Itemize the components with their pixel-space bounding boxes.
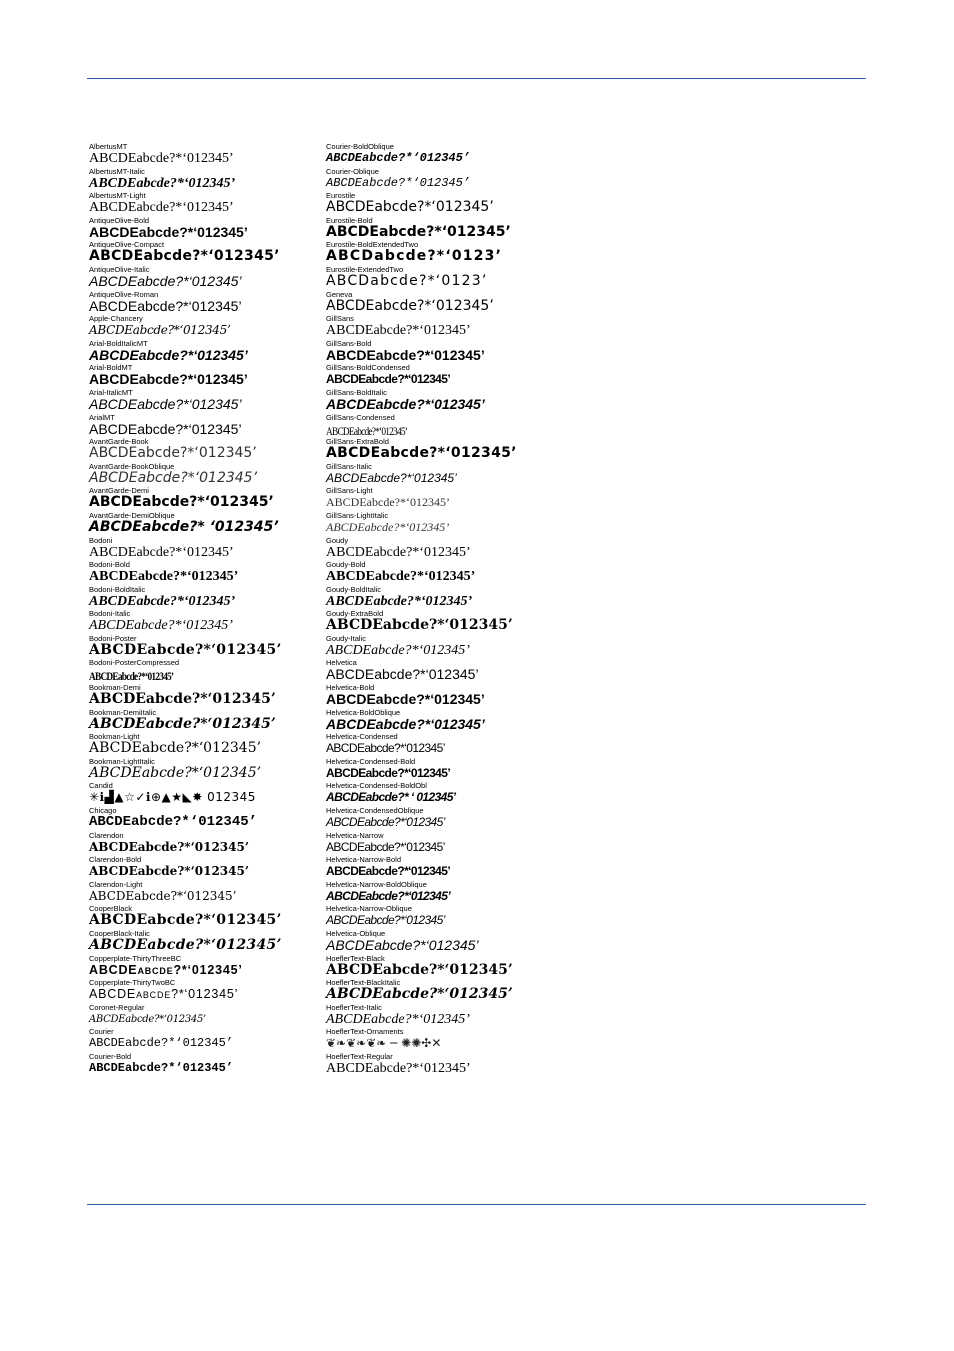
- font-entry: [326, 1003, 556, 1028]
- font-name: GillSans-Italic: [326, 461, 372, 471]
- font-name: Chicago: [89, 806, 117, 816]
- font-name: Arial-BoldItalicMT: [89, 338, 148, 348]
- font-name: Arial-ItalicMT: [89, 387, 133, 397]
- font-entry: [89, 388, 319, 413]
- font-entry: [326, 142, 556, 167]
- font-sample: ABCDEabcde?*‘012345’: [89, 814, 258, 831]
- font-sample: ABCDEabcde?*‘012345’: [89, 839, 250, 854]
- font-name: Goudy-Italic: [326, 633, 367, 643]
- font-sample: ABCDEabcde?*‘012345’: [89, 1036, 234, 1051]
- font-entry: [89, 486, 319, 511]
- font-sample: ABCDEabcde?*‘012345’: [89, 962, 243, 977]
- font-name: AlbertusMT-Italic: [89, 166, 145, 176]
- font-sample: ABCDEabcde?*‘012345’: [89, 888, 237, 903]
- font-entry: [89, 806, 319, 831]
- font-name: Helvetica-Narrow-BoldOblique: [326, 879, 427, 889]
- font-entry: [326, 413, 556, 438]
- font-name: Geneva: [326, 289, 353, 299]
- font-sample: ABCDEabcde?*‘012345’: [89, 987, 239, 1002]
- font-sample: ABCDEabcde?*‘012345’: [89, 175, 236, 191]
- font-entry: [326, 511, 556, 536]
- font-sample: ABCDEabcde?*‘012345’: [326, 470, 457, 485]
- font-entry: [89, 167, 319, 192]
- footer-rule: [87, 1204, 866, 1205]
- font-entry: [89, 216, 319, 241]
- font-sample: ABCDEabcde?*‘012345’: [326, 741, 445, 756]
- font-entry: [89, 142, 319, 167]
- font-name: AntiqueOlive-Bold: [89, 215, 150, 225]
- font-name: Helvetica-Narrow-Bold: [326, 855, 402, 865]
- font-entry: [326, 486, 556, 511]
- font-entry: [89, 757, 319, 782]
- font-entry: [326, 806, 556, 831]
- font-entry: [326, 904, 556, 929]
- font-sample: ABCDEabcde?*‘012345’: [89, 346, 248, 363]
- font-name: GillSans-Bold: [326, 338, 372, 348]
- font-entry: [89, 240, 319, 265]
- font-entry: [89, 290, 319, 315]
- font-sample: ABCDEabcde?*‘012345’: [326, 346, 485, 363]
- font-name: Courier-Oblique: [326, 166, 379, 176]
- font-name: Candid: [89, 781, 113, 791]
- font-entry: [326, 781, 556, 806]
- font-entry: [326, 339, 556, 364]
- font-entry: [326, 240, 556, 265]
- font-sample: ABCDEabcde?*‘012345’: [89, 420, 242, 437]
- font-sample: ABCDEabcde?*‘012345’: [326, 961, 513, 978]
- font-sample: ABCDEabcde?*‘012345’: [326, 715, 485, 732]
- font-sample: ABCDEabcde?*‘012345’: [89, 151, 234, 166]
- font-name: AlbertusMT: [89, 142, 128, 151]
- font-sample: ABCDEabcde?*‘012345’: [89, 641, 282, 658]
- font-sample: ABCDabcde?*‘0123’: [326, 272, 488, 289]
- font-sample: ABCDEabcde?*‘012345’: [326, 666, 479, 683]
- font-sample: ABCDEabcde?*‘012345’: [89, 912, 282, 929]
- dingbat-sample: ✳ℹ▟▲☆✓ℹ⊕▲★◣✸ 012345: [89, 790, 256, 805]
- font-list-left: [89, 142, 319, 1077]
- font-name: ArialMT: [89, 412, 115, 422]
- font-entry: [326, 732, 556, 757]
- font-sample: ABCDEabcde?*‘012345’: [326, 519, 450, 534]
- font-entry: [326, 314, 556, 339]
- font-sample: ABCDEabcde?*‘012345’: [326, 888, 451, 903]
- font-sample: ABCDEabcde?*‘012345’: [326, 297, 494, 314]
- font-sample: ABCDEabcde?*‘012345’: [89, 494, 274, 511]
- font-sample: ABCDEabcde?*‘012345’: [326, 1060, 471, 1076]
- font-name: Bookman-DemiItalic: [89, 707, 157, 717]
- font-sample: ABCDEabcde?*‘012345’: [89, 469, 258, 486]
- font-name: Coronet-Regular: [89, 1002, 145, 1012]
- font-sample: ABCDEabcde?*‘012345’: [326, 1011, 470, 1027]
- font-name: AntiqueOlive-Roman: [89, 289, 159, 299]
- font-sample: ABCDEabcde?*‘012345’: [326, 569, 476, 585]
- font-sample: ABCDEabcde?*‘012345’: [326, 937, 479, 953]
- font-sample: ABCDEabcde?*‘012345’: [89, 669, 174, 684]
- font-sample: ABCDEabcde?*‘012345’: [89, 569, 239, 585]
- font-name: Goudy-Bold: [326, 560, 366, 570]
- font-sample: ABCDEabcde?*‘012345’: [326, 223, 511, 240]
- font-name: HoeflerText-BlackItalic: [326, 978, 401, 988]
- font-entry: [326, 265, 556, 290]
- font-name: Clarendon: [89, 830, 124, 840]
- font-entry: [89, 978, 319, 1003]
- font-sample: ABCDEabcde?*‘012345’: [89, 248, 280, 265]
- font-name: Bodoni-Italic: [89, 609, 131, 619]
- ornament-sample: ❦❧❦❧❦❧ ─ ✺✺✣✕: [326, 1036, 442, 1051]
- font-name: Clarendon-Light: [89, 879, 143, 889]
- font-entry: [326, 683, 556, 708]
- font-name: Helvetica-Narrow-Oblique: [326, 904, 412, 914]
- font-name: CooperBlack-Italic: [89, 929, 150, 938]
- font-sample: ABCDEabcde?*‘012345’: [326, 864, 451, 879]
- font-sample: ABCDEabcde?*‘012345’: [326, 199, 494, 216]
- font-sample: ABCDEabcde?*‘012345’: [326, 815, 445, 830]
- font-sample: ABCDEabcde?*‘012345’: [326, 913, 445, 928]
- font-name: Eurostile-BoldExtendedTwo: [326, 240, 419, 250]
- font-name: Bodoni-BoldItalic: [89, 584, 146, 594]
- font-entry: [89, 781, 319, 806]
- font-entry: [89, 265, 319, 290]
- font-sample: ABCDEabcde?*‘012345’: [326, 617, 513, 634]
- font-entry: [326, 880, 556, 905]
- font-entry: [326, 437, 556, 462]
- font-name: Bookman-Light: [89, 732, 140, 742]
- font-sample: ABCDEabcde?*‘012345’: [326, 151, 471, 165]
- font-sample: ABCDEabcde?*‘012345’: [89, 395, 242, 412]
- font-entry: [89, 880, 319, 905]
- font-name: Helvetica-Condensed-BoldObl: [326, 781, 427, 791]
- font-entry: [326, 290, 556, 315]
- font-name: AvantGarde-Book: [89, 437, 149, 447]
- font-name: AntiqueOlive-Italic: [89, 264, 150, 274]
- font-entry: [326, 658, 556, 683]
- font-entry: [89, 732, 319, 757]
- font-sample: ABCDEabcde?*‘012345’: [89, 297, 242, 314]
- font-sample: ABCDEabcde?*‘012345’: [326, 765, 451, 780]
- font-entry: [326, 1027, 556, 1052]
- font-entry: [326, 1052, 556, 1077]
- font-sample: ABCDEabcde?*‘012345’: [326, 175, 471, 190]
- font-entry: [89, 954, 319, 979]
- font-name: Eurostile-Bold: [326, 215, 373, 225]
- font-entry: [326, 191, 556, 216]
- font-name: HoeflerText-Regular: [326, 1051, 393, 1061]
- font-name: Copperplate-ThirtyTwoBC: [89, 978, 176, 988]
- font-entry: [89, 831, 319, 856]
- font-sample: ABCDEabcde?*‘012345’: [89, 618, 233, 634]
- font-sample: ABCDEabcde?*‘012345’: [326, 691, 485, 708]
- font-sample: ABCDEabcde?*‘012345’: [89, 445, 257, 462]
- font-name: CooperBlack: [89, 904, 132, 914]
- font-name: Helvetica-Narrow: [326, 830, 384, 840]
- font-name: Courier-Bold: [89, 1051, 132, 1061]
- font-entry: [89, 1003, 319, 1028]
- font-sample: ABCDEabcde?*‘012345’: [89, 864, 250, 879]
- font-sample: ABCDEabcde?*‘012345’: [89, 323, 231, 338]
- font-entry: [89, 855, 319, 880]
- font-name: Bodoni: [89, 535, 113, 545]
- font-sample: ABCDEabcde?*‘012345’: [326, 323, 471, 339]
- font-sample: ABCDEabcde?*‘012345’: [89, 223, 248, 240]
- font-name: GillSans-ExtraBold: [326, 437, 389, 447]
- font-entry: [326, 167, 556, 192]
- font-name: Helvetica-Condensed-Bold: [326, 756, 416, 766]
- font-entry: [89, 929, 319, 954]
- font-name: Clarendon-Bold: [89, 855, 142, 865]
- font-sample: ABCDEabcde?*‘012345’: [89, 691, 276, 708]
- font-name: AvantGarde-BookOblique: [89, 461, 175, 471]
- font-entry: [326, 536, 556, 561]
- font-name: Bookman-LightItalic: [89, 756, 155, 766]
- font-name: AvantGarde-DemiOblique: [89, 510, 175, 520]
- font-entry: [326, 855, 556, 880]
- font-entry: [89, 339, 319, 364]
- font-name: GillSans: [326, 314, 354, 324]
- font-sample: ABCDEabcde?*‘012345’: [89, 764, 262, 781]
- font-sample: ABCDEabcde?*‘012345’: [89, 740, 262, 757]
- font-name: Goudy-ExtraBold: [326, 609, 384, 619]
- font-sample: ABCDEabcde?* ‘012345’: [89, 518, 279, 535]
- font-entry: [89, 413, 319, 438]
- font-name: HoeflerText-Black: [326, 953, 385, 963]
- font-name: HoeflerText-Italic: [326, 1002, 382, 1012]
- font-name: Courier-BoldOblique: [326, 142, 394, 151]
- font-entry: [89, 536, 319, 561]
- font-name: Helvetica-CondensedOblique: [326, 806, 424, 816]
- font-sample: ABCDEabcde?*‘012345’: [326, 445, 517, 462]
- font-entry: [89, 609, 319, 634]
- font-sample: ABCDEabcde?*‘012345’: [326, 395, 485, 412]
- font-name: Bodoni-PosterCompressed: [89, 658, 180, 668]
- font-entry: [89, 560, 319, 585]
- font-name: Helvetica-Condensed: [326, 732, 398, 742]
- font-entry: [89, 634, 319, 659]
- font-name: HoeflerText-Ornaments: [326, 1027, 404, 1037]
- font-sample: ABCDEabcde?*‘012345’: [89, 1013, 206, 1025]
- font-name: Bodoni-Bold: [89, 560, 130, 570]
- font-entry: [326, 609, 556, 634]
- font-entry: [89, 363, 319, 388]
- font-entry: [326, 585, 556, 610]
- font-name: GillSans-Condensed: [326, 412, 395, 422]
- font-name: Goudy-BoldItalic: [326, 584, 382, 594]
- font-sample: ABCDEabcde?*‘012345’: [89, 937, 282, 953]
- font-name: Arial-BoldMT: [89, 363, 133, 373]
- font-sample: ABCDEabcde?*‘012345’: [326, 593, 473, 609]
- header-rule: [87, 78, 866, 79]
- font-name: Helvetica-BoldOblique: [326, 707, 401, 717]
- font-entry: [89, 1052, 319, 1077]
- font-entry: [326, 462, 556, 487]
- font-entry: [89, 1027, 319, 1052]
- font-entry: [326, 363, 556, 388]
- font-sample: ABCDEabcde?*‘012345’: [89, 1060, 234, 1075]
- font-entry: [326, 388, 556, 413]
- font-name: GillSans-BoldItalic: [326, 387, 387, 397]
- font-entry: [326, 831, 556, 856]
- font-entry: [326, 978, 556, 1003]
- font-entry: [326, 954, 556, 979]
- font-name: AntiqueOlive-Compact: [89, 240, 165, 250]
- font-entry: [326, 560, 556, 585]
- font-entry: [89, 658, 319, 683]
- font-entry: [326, 757, 556, 782]
- font-name: AvantGarde-Demi: [89, 486, 149, 496]
- font-sample: ABCDEabcde?*‘012345’: [326, 423, 408, 438]
- font-entry: [89, 191, 319, 216]
- font-sample: ABCDEabcde?*‘012345’: [326, 495, 450, 510]
- font-sample: ABCDEabcde?*‘012345’: [89, 371, 248, 388]
- font-name: Courier: [89, 1027, 114, 1037]
- font-entry: [89, 314, 319, 339]
- font-entry: [89, 585, 319, 610]
- font-sample: ABCDEabcde?*‘012345’: [89, 272, 242, 289]
- font-name: GillSans-BoldCondensed: [326, 363, 410, 373]
- font-sample: ABCDEabcde?*‘012345’: [89, 544, 234, 560]
- font-name: Helvetica-Oblique: [326, 929, 386, 938]
- font-sample: ABCDEabcde?*‘012345’: [89, 593, 236, 609]
- font-sample: ABCDEabcde?*‘012345’: [89, 200, 234, 216]
- font-name: Apple-Chancery: [89, 314, 143, 324]
- font-entry: [89, 683, 319, 708]
- font-entry: [89, 511, 319, 536]
- font-entry: [326, 216, 556, 241]
- font-sample: ABCDEabcde?*‘012345’: [326, 642, 470, 658]
- font-name: Goudy: [326, 535, 349, 545]
- font-sample: ABCDEabcde?* ‘ 012345’: [326, 790, 456, 805]
- font-name: Eurostile: [326, 191, 356, 201]
- font-entry: [326, 634, 556, 659]
- font-sample: ABCDEabcde?*‘012345’: [326, 839, 445, 854]
- font-name: Helvetica: [326, 658, 357, 668]
- font-name: GillSans-LightItalic: [326, 510, 389, 520]
- font-entry: [89, 904, 319, 929]
- font-entry: [326, 929, 556, 954]
- font-sample: ABCDabcde?*‘0123’: [326, 248, 503, 265]
- font-name: Helvetica-Bold: [326, 683, 375, 693]
- font-name: GillSans-Light: [326, 486, 373, 496]
- font-sample: ABCDEabcde?*‘012345’: [89, 715, 276, 732]
- font-name: Bodoni-Poster: [89, 633, 137, 643]
- font-sample: ABCDEabcde?*‘012345’: [326, 372, 451, 387]
- font-entry: [89, 437, 319, 462]
- font-sample: ABCDEabcde?*‘012345’: [326, 986, 513, 1003]
- font-name: AlbertusMT-Light: [89, 191, 146, 201]
- font-entry: [326, 708, 556, 733]
- font-entry: [89, 462, 319, 487]
- font-sample: ABCDEabcde?*‘012345’: [326, 544, 471, 560]
- font-name: Copperplate-ThirtyThreeBC: [89, 953, 182, 963]
- font-name: Eurostile-ExtendedTwo: [326, 264, 404, 274]
- font-entry: [89, 708, 319, 733]
- font-list-right: [326, 142, 556, 1077]
- font-name: Bookman-Demi: [89, 683, 141, 693]
